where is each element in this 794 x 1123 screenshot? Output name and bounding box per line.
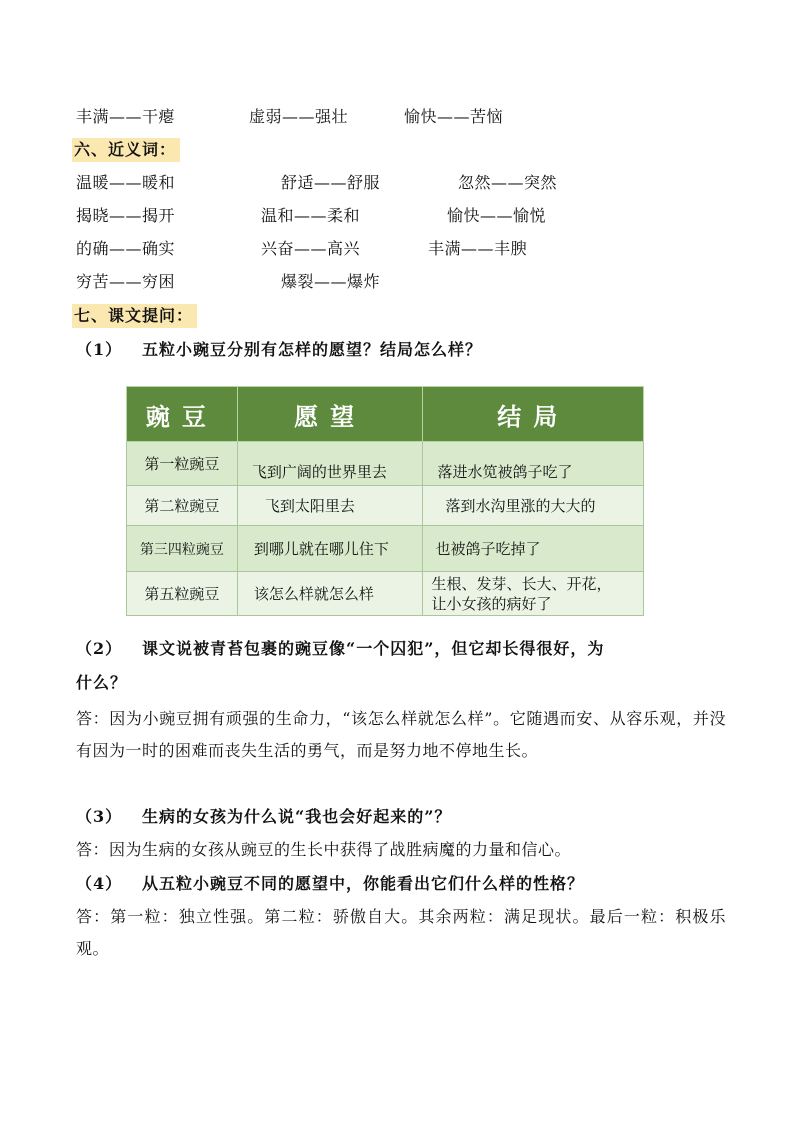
table-row (127, 526, 644, 572)
question-number: （3） (76, 807, 123, 826)
table-row (127, 572, 644, 616)
question-2-continued: 什么？ (76, 673, 128, 692)
answer-4: 答：第一粒：独立性强。第二粒：骄傲自大。其余两粒：满足现状。最后一粒：积极乐观。 (76, 907, 726, 958)
antonym-pair: 虚弱——强壮 (249, 107, 349, 126)
pea-wish-table (126, 386, 644, 616)
question-text: 从五粒小豌豆不同的愿望中，你能看出它们什么样的性格？ (142, 874, 585, 893)
question-number: （4） (76, 874, 123, 893)
section-seven-title: 七、课文提问： (72, 304, 197, 328)
table-row (127, 486, 644, 526)
column-header-ending: 结局 (423, 387, 644, 442)
wish-cell: 到哪儿就在哪儿住下 (237, 526, 423, 572)
question-number: （2） (76, 639, 123, 658)
pea-cell: 第一粒豌豆 (127, 442, 238, 486)
question-2 (76, 637, 604, 661)
synonym-pair: 爆裂——爆炸 (281, 272, 381, 291)
question-1 (76, 338, 482, 362)
synonym-pair: 的确——确实 (76, 239, 176, 258)
synonym-pair: 舒适——舒服 (281, 173, 381, 192)
column-header-pea: 豌豆 (127, 387, 238, 442)
question-4 (76, 872, 584, 896)
answer-2: 答：因为小豌豆拥有顽强的生命力，“该怎么样就怎么样”。它随遇而安、从容乐观，并没有因为一时的困难而丧失生活的勇气，而是努力地不停地生长。 (76, 709, 726, 760)
question-text: 课文说被青苔包裹的豌豆像“一个囚犯”，但它却长得很好，为 (142, 639, 605, 658)
question-text: 生病的女孩为什么说“我也会好起来的”？ (142, 807, 452, 826)
wish-cell: 飞到太阳里去 (237, 486, 423, 526)
question-3 (76, 805, 451, 829)
antonym-pair: 愉快——苦恼 (404, 107, 504, 126)
ending-cell: 也被鸽子吃掉了 (423, 526, 644, 572)
ending-cell: 落进水笕被鸽子吃了 (423, 442, 644, 486)
question-number: （1） (76, 340, 123, 359)
synonym-pair: 温和——柔和 (261, 206, 361, 225)
synonym-pair: 丰满——丰腴 (428, 239, 528, 258)
antonym-pair: 丰满——干瘪 (76, 107, 176, 126)
ending-line: 生根、发芽、长大、开花， (431, 574, 612, 593)
pea-cell: 第三四粒豌豆 (127, 526, 238, 572)
synonym-pair: 穷苦——穷困 (76, 272, 176, 291)
ending-cell (423, 572, 644, 616)
synonym-pair: 揭晓——揭开 (76, 206, 176, 225)
ending-cell: 落到水沟里涨的大大的 (423, 486, 644, 526)
table-header-row (127, 387, 644, 442)
answer-3: 答：因为生病的女孩从豌豆的生长中获得了战胜病魔的力量和信心。 (76, 840, 572, 859)
column-header-wish: 愿望 (237, 387, 423, 442)
pea-cell: 第五粒豌豆 (127, 572, 238, 616)
pea-cell: 第二粒豌豆 (127, 486, 238, 526)
ending-line: 让小女孩的病好了 (431, 594, 552, 613)
synonym-pair: 愉快——愉悦 (447, 206, 547, 225)
table-row (127, 442, 644, 486)
wish-cell: 该怎么样就怎么样 (237, 572, 423, 616)
section-six-title: 六、近义词： (72, 138, 180, 162)
wish-cell: 飞到广阔的世界里去 (237, 442, 423, 486)
question-text: 五粒小豌豆分别有怎样的愿望？结局怎么样？ (142, 340, 483, 359)
synonym-pair: 忽然——突然 (458, 173, 558, 192)
synonym-pair: 温暖——暖和 (76, 173, 176, 192)
synonym-pair: 兴奋——高兴 (261, 239, 361, 258)
